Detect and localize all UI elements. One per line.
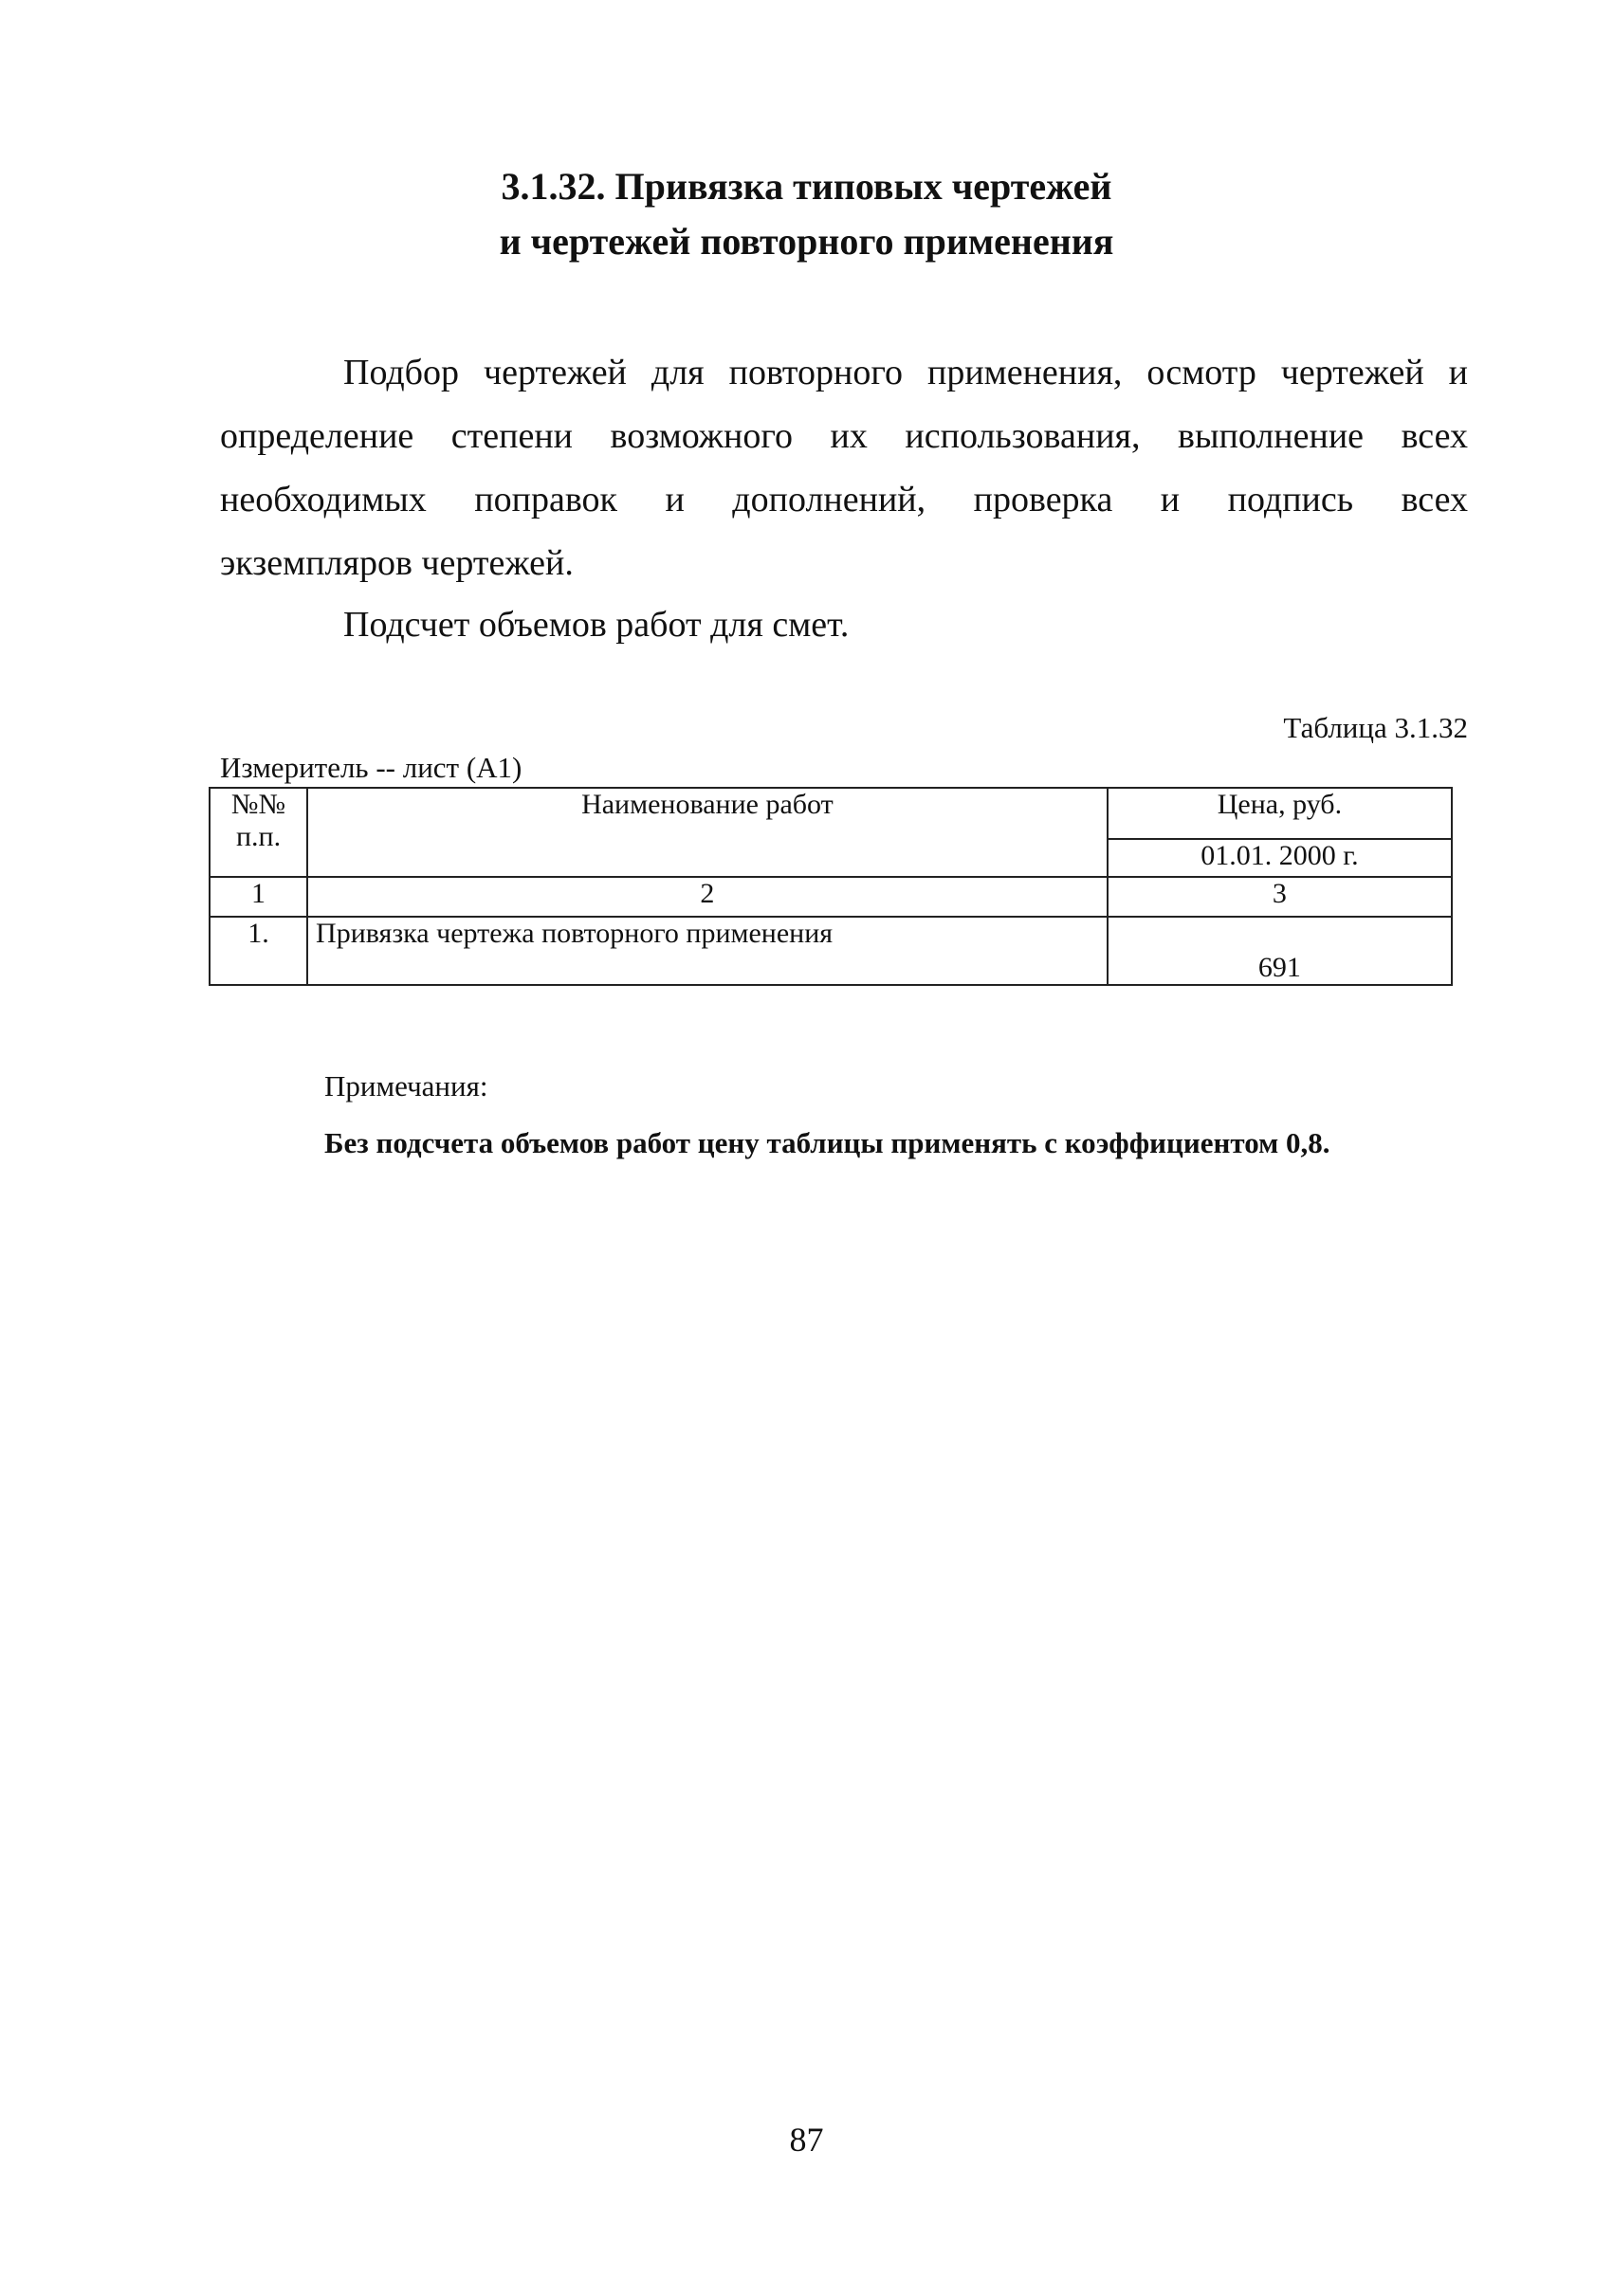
paragraph-line-2: определение степени возможного их использования, выполнение всех: [220, 416, 1468, 456]
row-price-cell: 691: [1108, 917, 1452, 985]
header-number-cell: [210, 788, 307, 877]
paragraph-line-4: экземпляров чертежей.: [220, 543, 574, 583]
header-price-cell: Цена, руб.: [1108, 788, 1452, 839]
rates-table: [209, 787, 1453, 986]
column-number-cell: 1: [210, 877, 307, 917]
column-number-cell: 3: [1108, 877, 1452, 917]
column-number-cell: 2: [307, 877, 1108, 917]
header-number-line-1: №№: [230, 789, 286, 820]
page-number: 87: [789, 2121, 824, 2159]
table-caption: Таблица 3.1.32: [1283, 711, 1468, 744]
estimate-paragraph: Подсчет объемов работ для смет.: [343, 605, 850, 645]
heading-line-1: 3.1.32. Привязка типовых чертежей: [501, 165, 1112, 208]
table-header-row: [210, 788, 1452, 839]
column-number-row: [210, 877, 1452, 917]
notes-text: Без подсчета объемов работ цену таблицы применять с коэффициентом 0,8.: [324, 1126, 1330, 1159]
section-heading: [0, 159, 1613, 269]
header-name-cell: Наименование работ: [307, 788, 1108, 877]
table-row: [210, 917, 1452, 985]
description-paragraph: [220, 341, 1468, 595]
heading-line-2: и чертежей повторного применения: [499, 220, 1114, 263]
paragraph-line-1: Подбор чертежей для повторного применения, осмотр чертежей и: [343, 353, 1468, 392]
notes-title: Примечания:: [324, 1069, 488, 1102]
table-measure-unit: Измеритель -- лист (А1): [220, 751, 522, 784]
header-date-cell: 01.01. 2000 г.: [1108, 839, 1452, 877]
row-number-cell: 1.: [210, 917, 307, 985]
paragraph-line-3: необходимых поправок и дополнений, проверка и подпись всех: [220, 480, 1468, 519]
row-name-cell: Привязка чертежа повторного применения: [307, 917, 1108, 985]
header-number-line-2: п.п.: [235, 821, 282, 852]
